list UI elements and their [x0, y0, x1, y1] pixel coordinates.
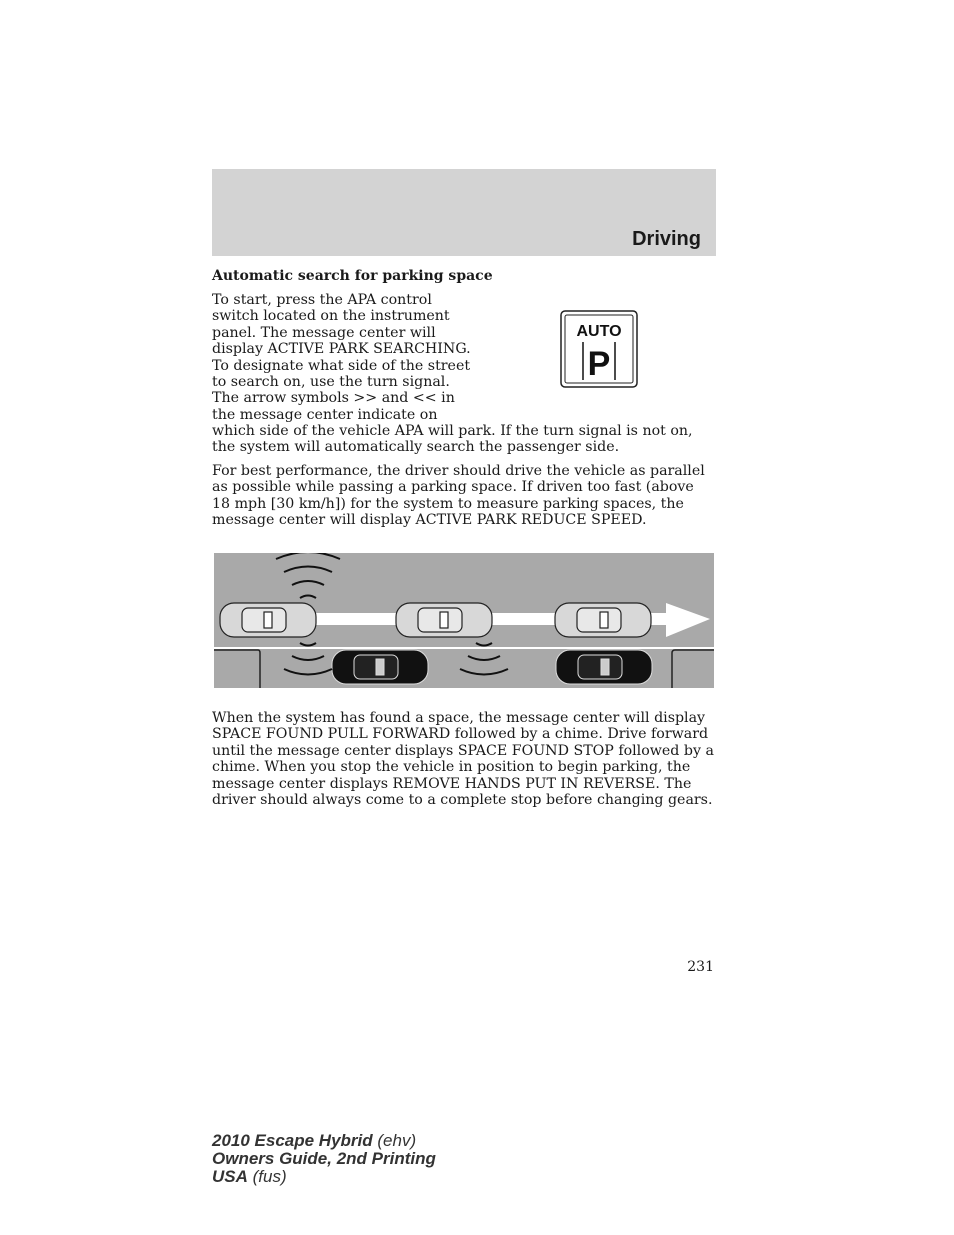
footer-model-code: (ehv): [377, 1131, 417, 1150]
paragraph-space-found: When the system has found a space, the message center will display SPACE FOUND PULL FORWARD followed by a chime. Drive forward until the message center displays SPACE FOUND STOP followed by a chime. When you stop the vehicle in position to begin parking, the message center displays REMOVE HANDS PUT IN REVERSE. The driver should always come to a complete stop before changing gears.: [212, 710, 714, 809]
page-number: 231: [687, 959, 714, 975]
paragraph-intro-wrapped: To start, press the APA control switch located on the instrument panel. The message center will display ACTIVE PARK SEARCHING. To designate what side of the street to search on, use the turn signal. The arrow symbols >> and << in the message center indicate on: [212, 292, 471, 423]
document-footer: [212, 1132, 436, 1186]
footer-model: 2010 Escape Hybrid: [212, 1131, 373, 1150]
p-letter: P: [587, 345, 611, 383]
car-moving-2: [396, 603, 492, 637]
section-title: Driving: [632, 228, 701, 250]
footer-market: USA: [212, 1167, 248, 1186]
car-moving-3: [555, 603, 651, 637]
section-header-band: [212, 169, 716, 256]
auto-park-button-icon: [560, 310, 638, 388]
car-parked-2: [556, 650, 652, 684]
subsection-heading: Automatic search for parking space: [212, 268, 493, 284]
car-parked-1: [332, 650, 428, 684]
paragraph-performance: For best performance, the driver should drive the vehicle as parallel as possible while passing a parking space. If driven too fast (above 18 mph [30 km/h]) for the system to measure parking spaces, the message center will display ACTIVE PARK REDUCE SPEED.: [212, 463, 705, 529]
paragraph-intro-continued: which side of the vehicle APA will park. If the turn signal is not on, the system will automatically search the passenger side.: [212, 423, 693, 456]
car-moving-1: [220, 603, 316, 637]
parking-search-diagram: [214, 553, 714, 688]
auto-label: AUTO: [576, 323, 622, 340]
footer-guide: Owners Guide, 2nd Printing: [212, 1149, 436, 1168]
footer-market-code: (fus): [252, 1167, 287, 1186]
